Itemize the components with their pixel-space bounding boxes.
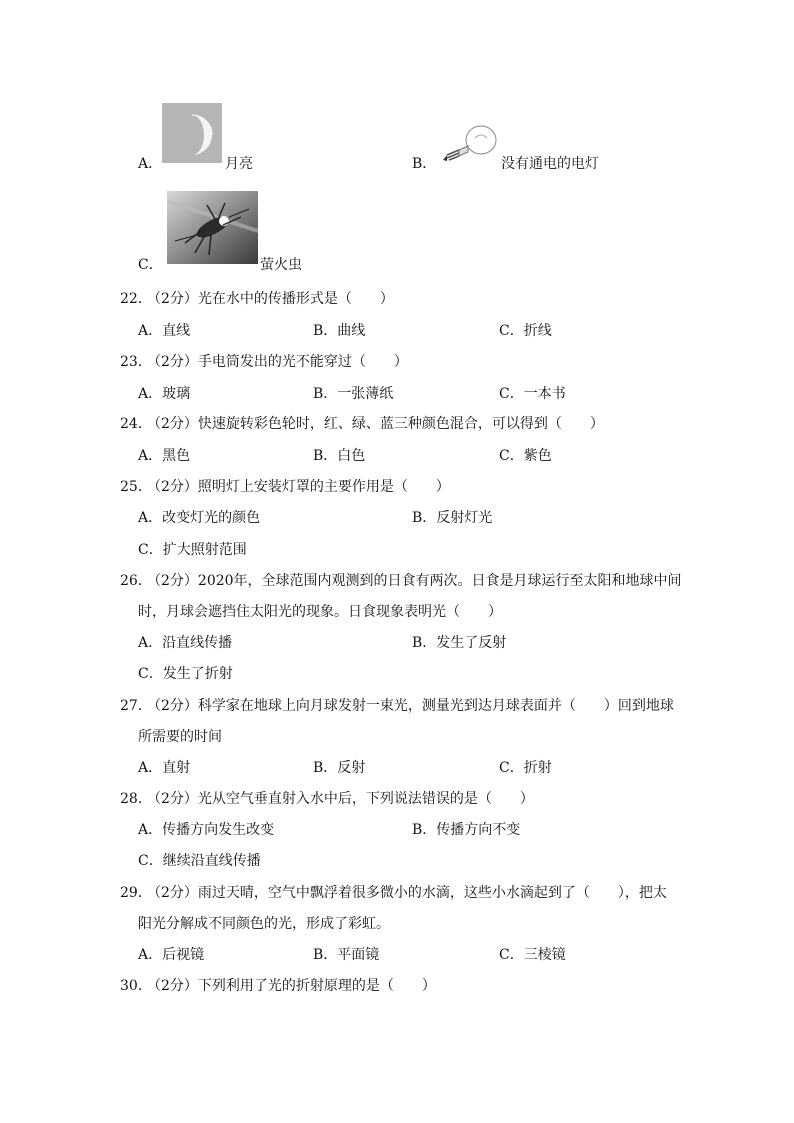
question-28-number: 28．: [120, 791, 152, 807]
question-25-option-a: A．改变灯光的颜色: [138, 510, 261, 526]
question-27-number: 27．: [120, 698, 152, 714]
q21-option-b-letter: B．: [412, 156, 437, 172]
q21-option-c-letter: C．: [138, 257, 163, 273]
q21-option-c-text: 萤火虫: [260, 257, 302, 273]
question-26-option-a: A．沿直线传播: [138, 635, 233, 651]
question-29-option-a: A．后视镜: [138, 947, 205, 963]
question-26-option-b: B．发生了反射: [412, 635, 507, 651]
question-30-stem: （2分）下列利用了光的折射原理的是（ ）: [147, 978, 436, 994]
question-22-stem: （2分）光在水中的传播形式是（ ）: [147, 291, 394, 307]
question-28-option-a: A．传播方向发生改变: [138, 822, 275, 838]
question-25-number: 25．: [120, 479, 152, 495]
question-24-stem: （2分）快速旋转彩色轮时，红、绿、蓝三种颜色混合，可以得到（ ）: [147, 416, 604, 432]
question-25-option-c: C．扩大照射范围: [138, 542, 247, 558]
question-23-option-a: A．玻璃: [138, 386, 191, 402]
question-22-option-c: C．折线: [499, 323, 552, 339]
question-23-stem: （2分）手电筒发出的光不能穿过（ ）: [147, 354, 408, 370]
question-24-option-a: A．黑色: [138, 448, 191, 464]
question-22-number: 22．: [120, 291, 152, 307]
question-25-option-b: B．反射灯光: [412, 510, 493, 526]
question-26-stem-line2: 时，月球会遮挡住太阳光的现象。日食现象表明光（ ）: [138, 604, 502, 620]
question-28-stem: （2分）光从空气垂直射入水中后，下列说法错误的是（ ）: [147, 791, 534, 807]
question-27-option-c: C．折射: [499, 760, 552, 776]
q21-option-a-letter: A．: [138, 156, 163, 172]
question-23-option-c: C．一本书: [499, 386, 566, 402]
q21-option-b-text: 没有通电的电灯: [501, 156, 599, 172]
question-24-option-b: B．白色: [313, 448, 366, 464]
question-24-number: 24．: [120, 416, 152, 432]
q21-option-a-text: 月亮: [225, 156, 253, 172]
question-27-stem-line1: （2分）科学家在地球上向月球发射一束光，测量光到达月球表面并（ ）回到地球: [147, 698, 674, 714]
question-28-option-b: B．传播方向不变: [412, 822, 521, 838]
moon-image: [162, 103, 222, 163]
question-29-option-c: C．三棱镜: [499, 947, 566, 963]
question-29-option-b: B．平面镜: [313, 947, 380, 963]
lightbulb-image: [437, 122, 499, 164]
question-23-number: 23．: [120, 354, 152, 370]
question-26-option-c: C．发生了折射: [138, 666, 233, 682]
question-27-option-b: B．反射: [313, 760, 366, 776]
question-22-option-a: A．直线: [138, 323, 191, 339]
question-22-option-b: B．曲线: [313, 323, 366, 339]
firefly-image: [167, 191, 258, 264]
question-29-number: 29．: [120, 885, 152, 901]
question-26-number: 26．: [120, 573, 152, 589]
question-27-stem-line2: 所需要的时间: [138, 729, 222, 745]
question-25-stem: （2分）照明灯上安装灯罩的主要作用是（ ）: [147, 479, 450, 495]
question-23-option-b: B．一张薄纸: [313, 386, 394, 402]
question-29-stem-line2: 阳光分解成不同颜色的光，形成了彩虹。: [138, 916, 390, 932]
question-26-stem-line1: （2分）2020年，全球范围内观测到的日食有两次。日食是月球运行至太阳和地球中间: [147, 573, 682, 589]
question-29-stem-line1: （2分）雨过天晴，空气中飘浮着很多微小的水滴，这些小水滴起到了（ ），把太: [147, 885, 667, 901]
question-27-option-a: A．直射: [138, 760, 191, 776]
question-30-number: 30．: [120, 978, 152, 994]
question-24-option-c: C．紫色: [499, 448, 552, 464]
question-28-option-c: C．继续沿直线传播: [138, 853, 261, 869]
